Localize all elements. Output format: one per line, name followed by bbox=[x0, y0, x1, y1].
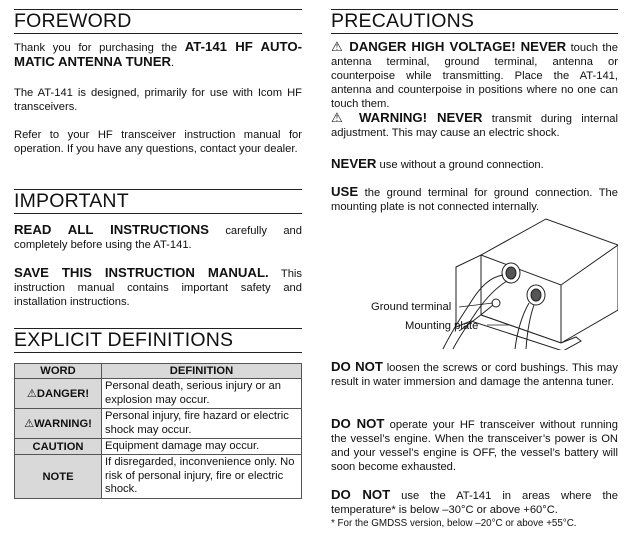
ground-terminal-label: Ground terminal bbox=[371, 301, 452, 313]
warning-precaution bbox=[331, 111, 618, 140]
never-text: use without a ground connection. bbox=[376, 159, 544, 171]
important-read bbox=[14, 223, 302, 252]
danger-label: ⚠ DANGER HIGH VOLTAGE! NEVER bbox=[331, 39, 567, 54]
warning-label: ⚠ WARNING! NEVER bbox=[331, 110, 483, 125]
important-save bbox=[14, 266, 302, 309]
donot-screws-text: loosen the screws or cord bushings. This may result in water immersion and damage the antenna tuner. bbox=[331, 362, 618, 388]
read-instructions-text: carefully and completely before using the AT-141. bbox=[14, 225, 302, 251]
use-precaution bbox=[331, 185, 618, 214]
danger-precaution bbox=[331, 40, 618, 111]
important-heading: IMPORTANT bbox=[14, 189, 302, 214]
col-definition: DEFINITION bbox=[102, 364, 302, 379]
foreword-heading: FOREWORD bbox=[14, 9, 302, 34]
mounting-plate-label: Mounting plate bbox=[405, 320, 479, 332]
table-row bbox=[15, 455, 302, 499]
precautions-heading: PRECAUTIONS bbox=[331, 9, 618, 34]
definitions-table bbox=[14, 363, 302, 499]
word-caution: CAUTION bbox=[15, 439, 102, 455]
foreword-thanks-end: . bbox=[171, 57, 175, 69]
table-row bbox=[15, 409, 302, 439]
table-header-row bbox=[15, 364, 302, 379]
save-manual-text: This instruction manual contains important safety and installation instructions. bbox=[14, 268, 302, 308]
foreword-design: The AT-141 is designed, primarily for use with Icom HF transceivers. bbox=[14, 87, 302, 113]
read-instructions-label: READ ALL INSTRUCTIONS bbox=[14, 222, 209, 237]
warning-text: transmit during internal adjustment. This may cause an electric shock. bbox=[331, 113, 618, 139]
def-note: If disregarded, inconvenience only. No risk of personal injury, fire or electric shock. bbox=[102, 455, 302, 499]
use-label: USE bbox=[331, 184, 359, 199]
foreword-refer: Refer to your HF transceiver instruction manual for operation. If you have any questions, contact your dealer. bbox=[14, 129, 302, 155]
word-warning: ⚠WARNING! bbox=[15, 409, 102, 439]
donot-screws bbox=[331, 360, 618, 389]
donot-temperature-label: DO NOT bbox=[331, 487, 391, 502]
danger-text: touch the antenna terminal, ground terminal, antenna or counterpoise while transmitting. Place the AT-141, antenna and counterpoise in positions where no one can touch them. bbox=[331, 42, 618, 110]
word-note: NOTE bbox=[15, 455, 102, 499]
temperature-footnote: * For the GMDSS version, below –20°C or above +55°C. bbox=[331, 518, 577, 529]
word-danger: ⚠DANGER! bbox=[15, 379, 102, 409]
ground-terminal-shape bbox=[492, 299, 500, 307]
def-warning: Personal injury, fire hazard or electric shock may occur. bbox=[102, 409, 302, 439]
table-row bbox=[15, 379, 302, 409]
foreword-thanks bbox=[14, 40, 302, 70]
table-row bbox=[15, 439, 302, 455]
save-manual-label: SAVE THIS INSTRUCTION MANUAL. bbox=[14, 265, 269, 280]
use-text: the ground terminal for ground connection. The mounting plate is not connected internally. bbox=[331, 187, 618, 213]
definitions-heading: EXPLICIT DEFINITIONS bbox=[14, 328, 302, 353]
product-name: AT-141 HF AUTO-MATIC ANTENNA TUNER bbox=[14, 39, 302, 69]
never-label: NEVER bbox=[331, 156, 377, 171]
donot-engine-label: DO NOT bbox=[331, 416, 385, 431]
donot-engine-text: operate your HF transceiver without running the vessel’s engine. When the transceiver’s power is ON and your vessel’s engine is OFF, the vessel’s battery will soon become exhausted. bbox=[331, 419, 618, 473]
donot-screws-label: DO NOT bbox=[331, 359, 383, 374]
foreword-thanks-text: Thank you for purchasing the bbox=[14, 42, 185, 54]
never-precaution bbox=[331, 157, 618, 172]
donot-temperature bbox=[331, 488, 618, 517]
col-word: WORD bbox=[15, 364, 102, 379]
def-danger: Personal death, serious injury or an explosion may occur. bbox=[102, 379, 302, 409]
def-caution: Equipment damage may occur. bbox=[102, 439, 302, 455]
donot-temperature-text: use the AT-141 in areas where the temperature* is below –30°C or above +60°C. bbox=[331, 490, 618, 516]
donot-engine bbox=[331, 417, 618, 474]
